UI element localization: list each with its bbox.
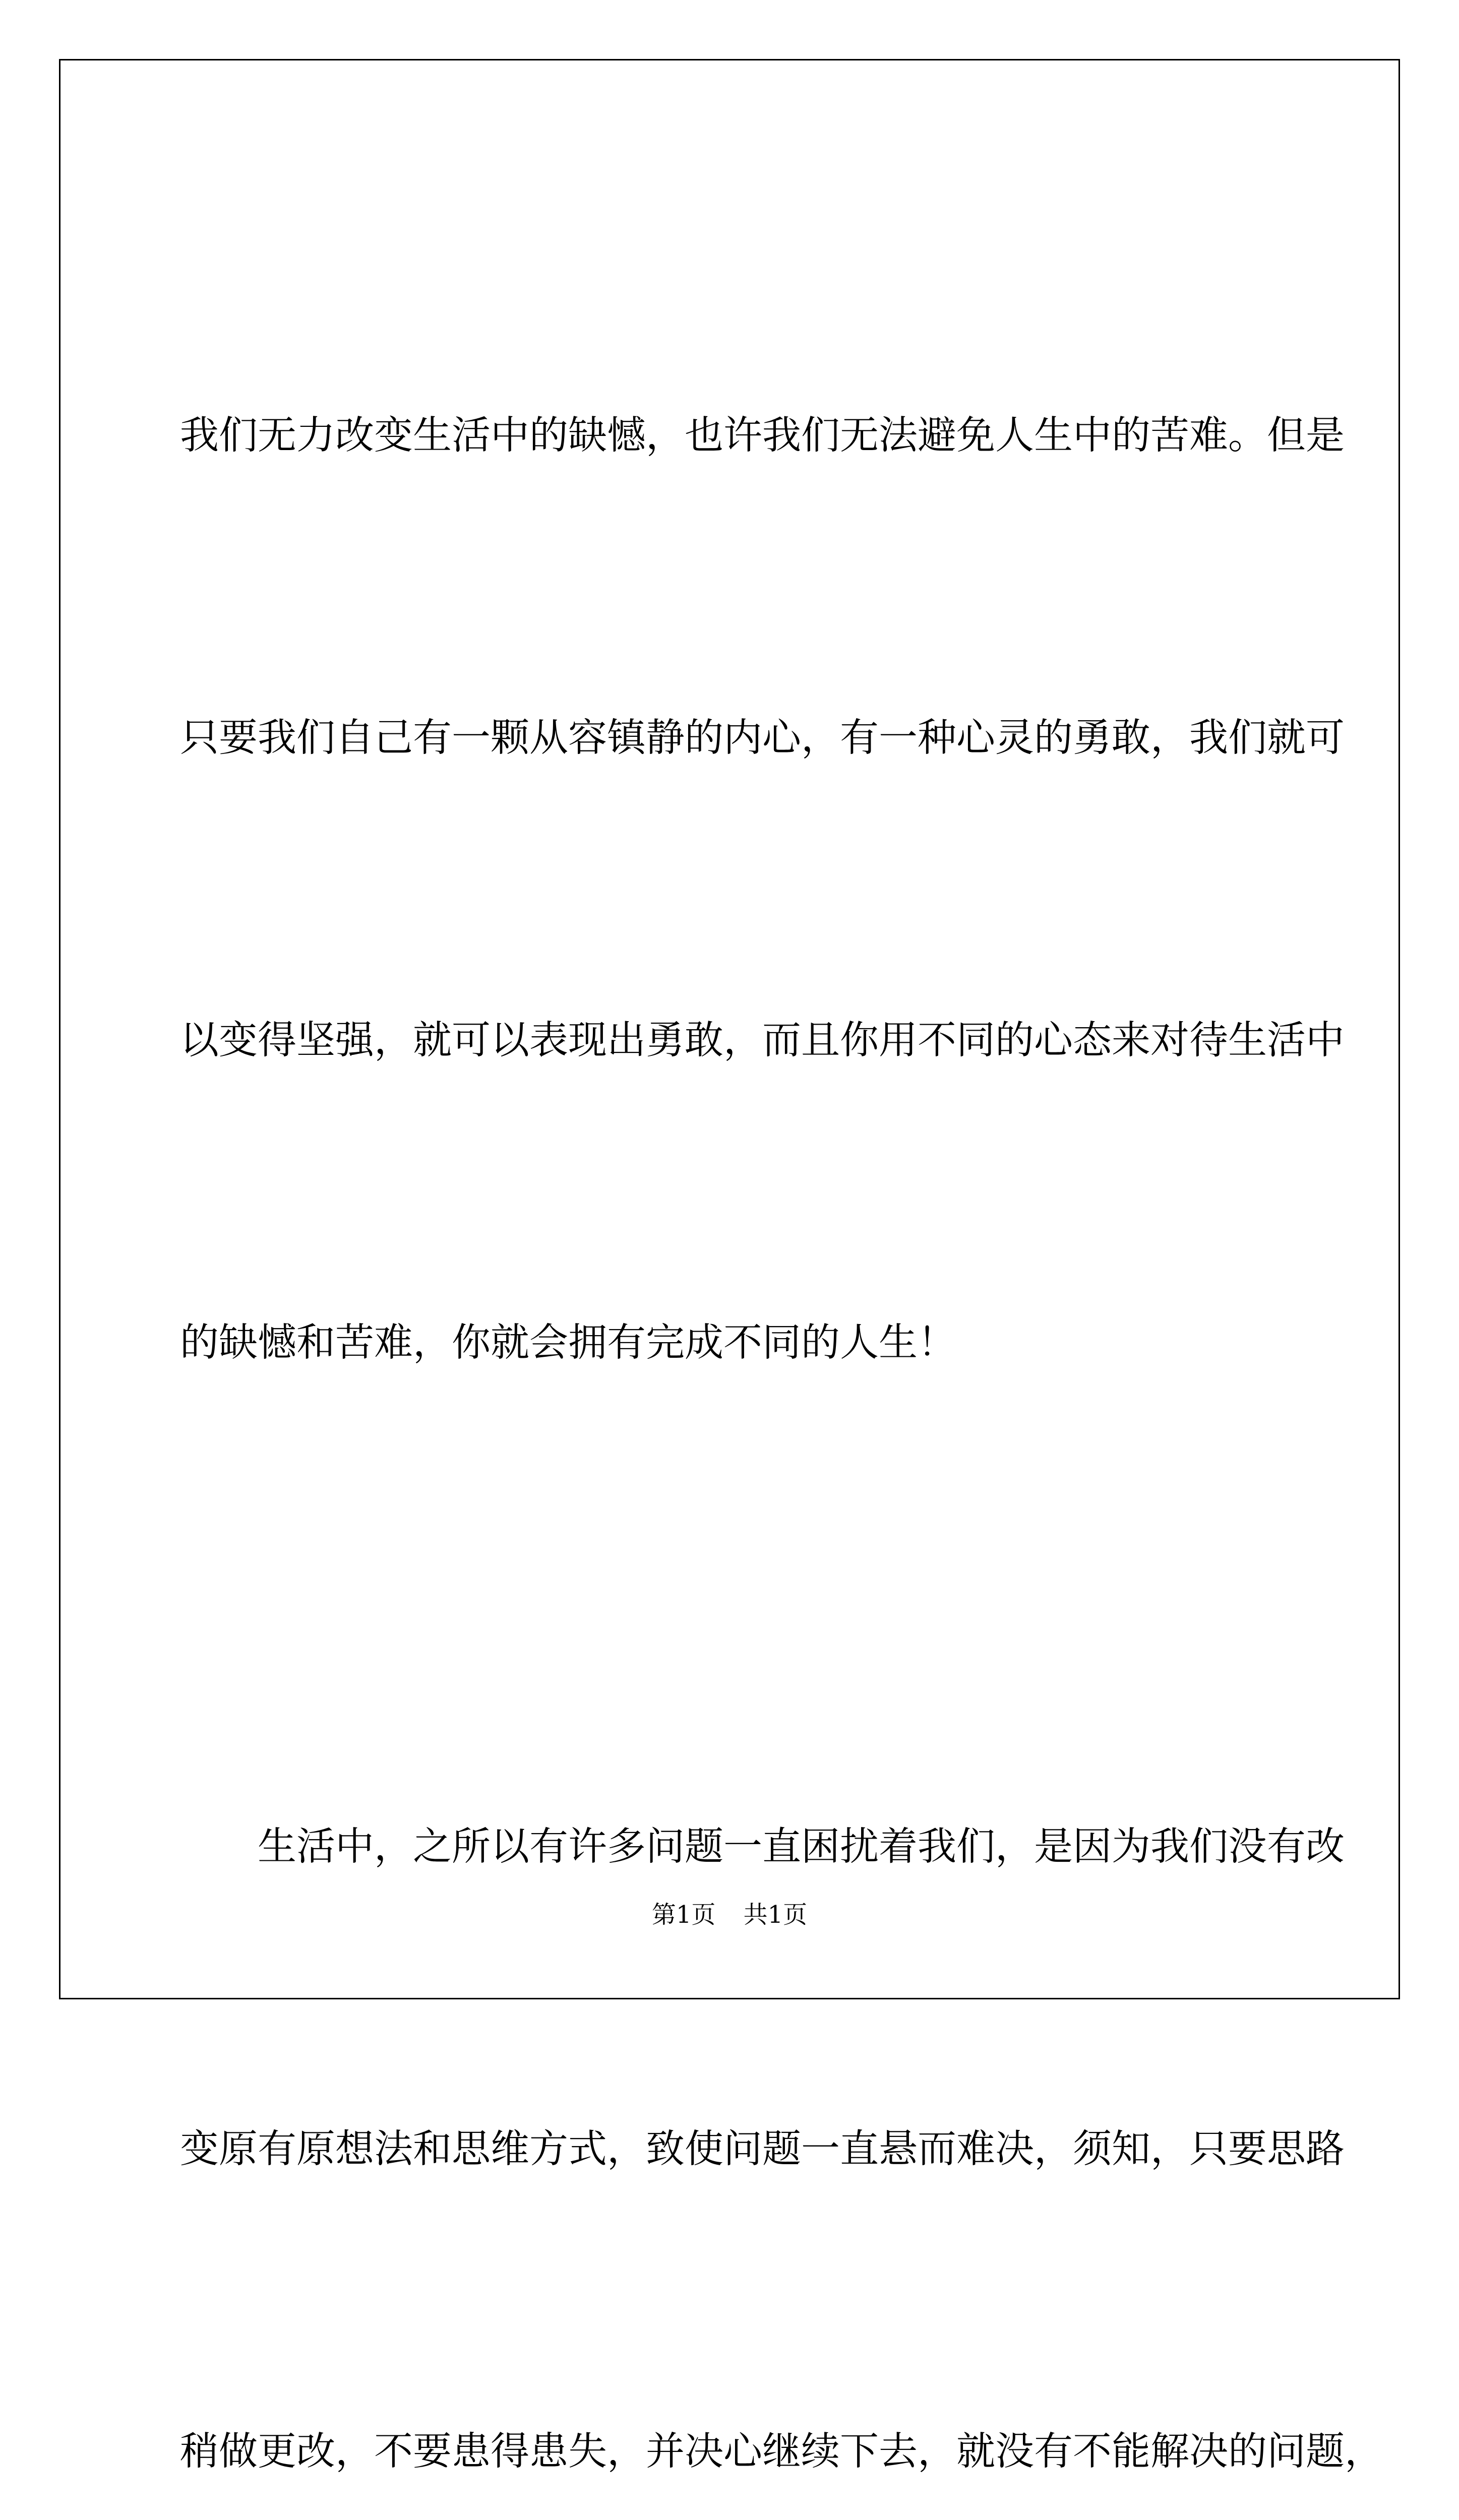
paragraph-2 <box>180 1595 1383 2520</box>
text-line: 变原有原想法和思维方式，致使问题一直悬而难决，须知，只要思路 <box>180 2127 1345 2172</box>
text-line: 稍做更改，不要患得患失，并决心继续下去，就没有不能解决的问题， <box>180 2429 1383 2474</box>
document-body <box>180 184 1383 2520</box>
text-line: 以变得坚强，就可以表现出勇敢，而且你用不同的心态来对待生活中 <box>180 1018 1345 1063</box>
page-number-total: 共1页 <box>743 1901 808 1929</box>
page-footer <box>0 1895 1459 1930</box>
text-line: 只要我们自己有一颗从容镇静的内心，有一种心灵的勇敢，我们就可 <box>180 716 1345 761</box>
text-line: 生活中，之所以有许多问题一直困扰着我们，是因为我们没有改 <box>258 1824 1345 1869</box>
text-line: 的缺憾和苦难，你就会拥有完成不同的人生！ <box>180 1320 956 1365</box>
page-number-current: 第1页 <box>651 1901 716 1929</box>
paragraph-1 <box>180 184 1345 1595</box>
text-line: 我们无力改变生活中的缺憾，也许我们无法避免人生中的苦难。但是 <box>180 413 1345 458</box>
